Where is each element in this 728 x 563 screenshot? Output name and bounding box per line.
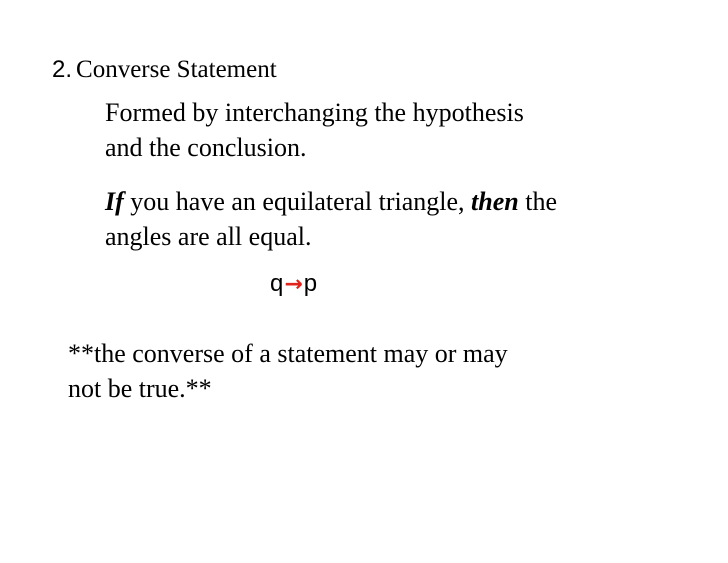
example-line-1 xyxy=(105,184,557,219)
implies-arrow-icon: → xyxy=(284,272,303,297)
example-line-1-end: the xyxy=(518,187,557,216)
formula-p: p xyxy=(303,270,318,297)
example-text xyxy=(105,184,557,254)
converse-formula xyxy=(270,268,317,298)
example-line-2: angles are all equal. xyxy=(105,222,312,251)
slide-heading xyxy=(52,56,277,84)
heading-number: 2. xyxy=(52,56,73,83)
definition-line-2: and the conclusion. xyxy=(105,133,307,162)
note-line-1: **the converse of a statement may or may xyxy=(68,339,508,368)
converse-note xyxy=(68,336,508,406)
definition-line-1: Formed by interchanging the hypothesis xyxy=(105,98,524,127)
heading-title: Converse Statement xyxy=(76,56,277,83)
definition-text xyxy=(105,95,524,165)
if-keyword: If xyxy=(105,187,124,216)
formula-q: q xyxy=(270,270,284,297)
then-keyword: then xyxy=(471,187,519,216)
example-line-1-middle: you have an equilateral triangle, xyxy=(123,187,472,216)
note-line-2: not be true.** xyxy=(68,374,212,403)
